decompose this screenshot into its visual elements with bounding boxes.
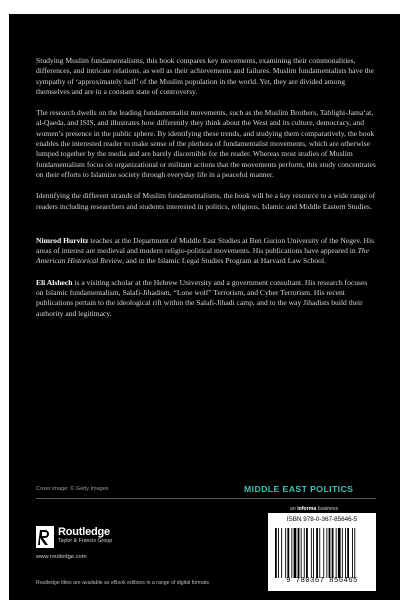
author-bio-1-text-a: teaches at the Department of Middle East Studies at Ben Gurion University of the Negev. His areas of interest are medieval and modern religio-political movements. His publications have appeared in: [36, 235, 375, 256]
author-name-2: Eli Alshech: [36, 277, 73, 287]
publisher-logo: [36, 526, 166, 566]
ebook-note: Routledge titles are available as eBook editions in a range of digital formats: [36, 580, 210, 586]
description-paragraph-1: Studying Muslim fundamentalisms, this book compares key movements, examining their commonalities, differences, and intricate relations, as well as their achievements and failures. Muslim fundamentalists have the sympathy of ‘approximately half’ of the Muslim population in the world. Yet, they are divided among themselves and are in a constant state of controversy.: [36, 56, 374, 96]
publisher-name: Routledge: [58, 526, 110, 538]
top-white-strip: [0, 0, 400, 14]
informa-prefix: an: [290, 506, 298, 512]
informa-tag: [290, 506, 338, 512]
barcode-icon: [274, 528, 370, 578]
cover-image-credit: Cover image: © Getty Images: [36, 486, 109, 492]
author-bio-2-text: is a visiting scholar at the Hebrew University and a government consultant. His research focuses on Islamic fundamentalism, Salafi-Jihadism, “Lone wolf” Terrorism, and Cyber Terrorism. His recent publications pertain to the ideological rift within the Salafi-Jihadi camp, and to the way Jihadists build their authority and legitimacy.: [36, 277, 368, 318]
left-white-strip: [0, 0, 9, 600]
author-bio-2: [36, 278, 376, 319]
description-paragraph-2: The research dwells on the leading fundamentalist movements, such as the Muslim Brothers, Tablighi-Jama‘at, al-Qaeda, and ISIS, and illustrates how differently they think about the West and its culture, democracy, and women’s presence in the public sphere. By identifying these trends, and studying them comparatively, the book enables the interested reader to make sense of the plethora of fundamentalist movements, which are otherwise lumped together by the media and are barely discernible for the reader. Whereas most studies of Muslim fundamentalism focus on organizational or militant actions that the movements perform, this study concentrates on their efforts to Islamize society through everyday life in a peaceful manner.: [36, 108, 376, 179]
author-name-1: Nimrod Hurvitz: [36, 235, 89, 245]
routledge-logo-icon: [36, 526, 54, 548]
divider-line: [36, 498, 376, 499]
series-label: MIDDLE EAST POLITICS: [244, 484, 354, 494]
barcode-panel: [268, 513, 376, 591]
cover-text: [36, 56, 376, 330]
author-bio-1-text-b: , and in the Islamic Legal Studies Program at Harvard Law School.: [122, 256, 326, 266]
isbn-label: ISBN 978-0-367-85646-5: [286, 516, 358, 523]
author-bio-1: [36, 236, 376, 267]
barcode-number: 9 780367 856465: [286, 577, 358, 585]
publisher-group: Taylor & Francis Group: [58, 538, 113, 544]
description-paragraph-3: Identifying the different strands of Muslim fundamentalisms, the book will be a key resource to a wide range of readers including researchers and students interested in politics, religious, Islamic and Middle Eastern Studies.: [36, 191, 376, 211]
informa-brand: informa: [297, 506, 317, 512]
author-bio-1-journal: The American Historical Review: [36, 246, 369, 266]
publisher-url[interactable]: www.routledge.com: [36, 554, 87, 560]
informa-suffix: business: [316, 506, 339, 512]
